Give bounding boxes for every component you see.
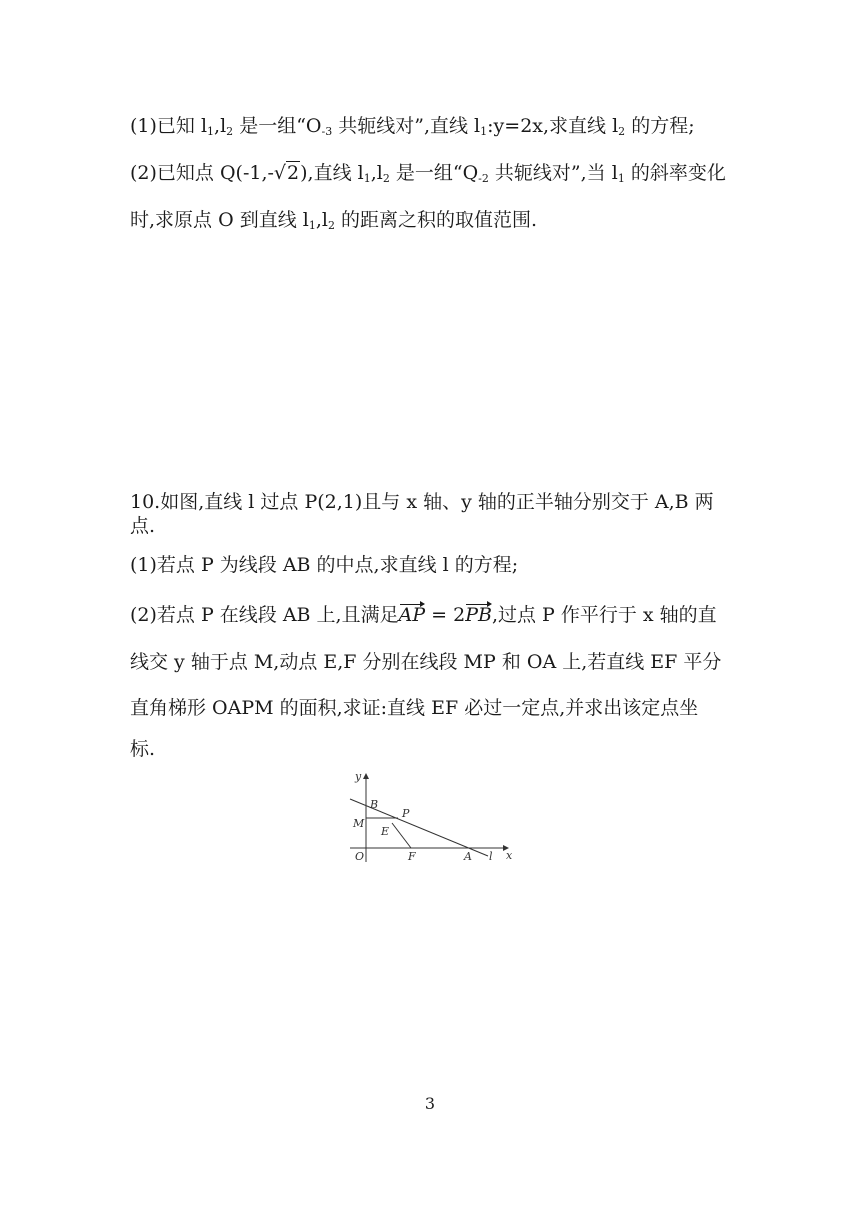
q10-part2-line2: 线交 y 轴于点 M,动点 E,F 分别在线段 MP 和 OA 上,若直线 EF 平分 (130, 651, 722, 673)
label-x: x (506, 849, 513, 862)
vector-pb: PB (465, 604, 492, 626)
vector-ap: AP (398, 604, 426, 626)
q10-part2-line3: 直角梯形 OAPM 的面积,求证:直线 EF 必过一定点,并求出该定点坐 (130, 697, 699, 719)
label-a: A (464, 850, 472, 863)
label-l: l (489, 850, 493, 863)
q10-part2-line4: 标. (130, 738, 156, 760)
q10-part2-line1: (2)若点 P 在线段 AB 上,且满足AP = 2PB,过点 P 作平行于 x 轴的直 (130, 604, 717, 626)
label-p: P (402, 807, 410, 820)
label-f: F (408, 850, 416, 863)
q9-part2-line1: (2)已知点 Q(-1,-√2),直线 $l_1,l_2$ 是一组“$Q_{-2}$ 共轭线对”,当 $l_1$ 的斜率变化 (130, 162, 726, 185)
segment-ef (392, 823, 411, 848)
label-o: O (355, 850, 365, 863)
sqrt-symbol: √2 (273, 162, 300, 184)
geometry-figure (340, 768, 520, 868)
page-number: 3 (424, 1094, 436, 1113)
label-y: y (355, 770, 362, 783)
label-e: E (381, 825, 390, 838)
label-b: B (370, 798, 379, 811)
q10-part1: (1)若点 P 为线段 AB 的中点,求直线 l 的方程; (130, 554, 519, 576)
label-m: M (353, 817, 365, 830)
q9-part1: (1)已知 $l_1,l_2$ 是一组“$O_{-3}$ 共轭线对”,直线 $l_1:y=2x$,求直线 $l_2$ 的方程; (130, 115, 695, 138)
q10-intro: 10.如图,直线 l 过点 P(2,1)且与 x 轴、y 轴的正半轴分别交于 A,B 两点. (130, 491, 714, 537)
q9-part2-line2: 时,求原点 O 到直线 $l_1,l_2$ 的距离之积的取值范围. (130, 209, 538, 232)
